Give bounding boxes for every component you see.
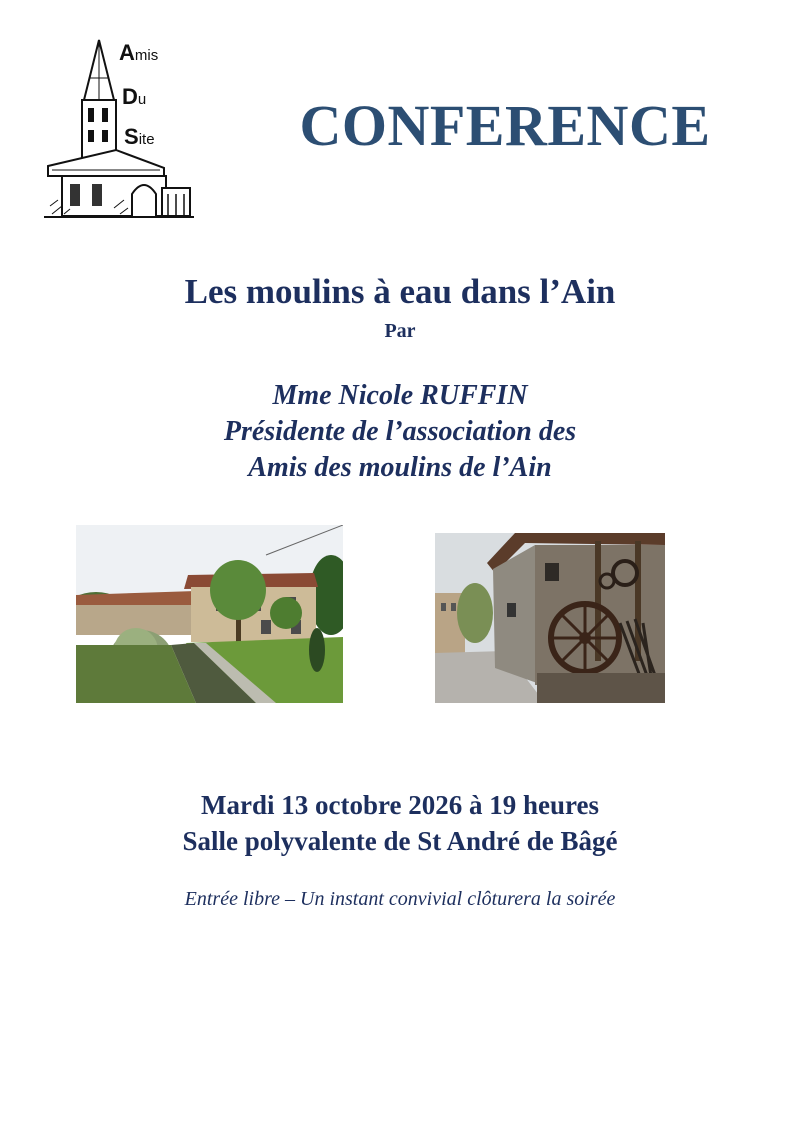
speaker-role-line2: Amis des moulins de l’Ain <box>248 452 552 483</box>
speaker-role-line1: Présidente de l’association des <box>223 416 577 447</box>
mill-house-photo <box>76 525 343 703</box>
water-wheel-photo <box>435 533 665 703</box>
by-label: Par <box>384 320 416 342</box>
page-title: CONFERENCE <box>299 93 711 158</box>
event-date: Mardi 13 octobre 2026 à 19 heures <box>201 790 599 820</box>
logo-word-site: Site <box>124 124 155 149</box>
speaker-name: Mme Nicole RUFFIN <box>272 380 528 411</box>
speaker-block <box>0 378 800 486</box>
association-logo <box>44 38 194 220</box>
event-info <box>0 787 800 859</box>
event-venue: Salle polyvalente de St André de Bâgé <box>182 826 618 856</box>
logo-word-amis: Amis <box>119 40 159 65</box>
entry-note: Entrée libre – Un instant convivial clôturera la soirée <box>184 888 616 910</box>
conference-subtitle: Les moulins à eau dans l’Ain <box>184 272 616 311</box>
logo-word-du: Du <box>122 84 147 109</box>
